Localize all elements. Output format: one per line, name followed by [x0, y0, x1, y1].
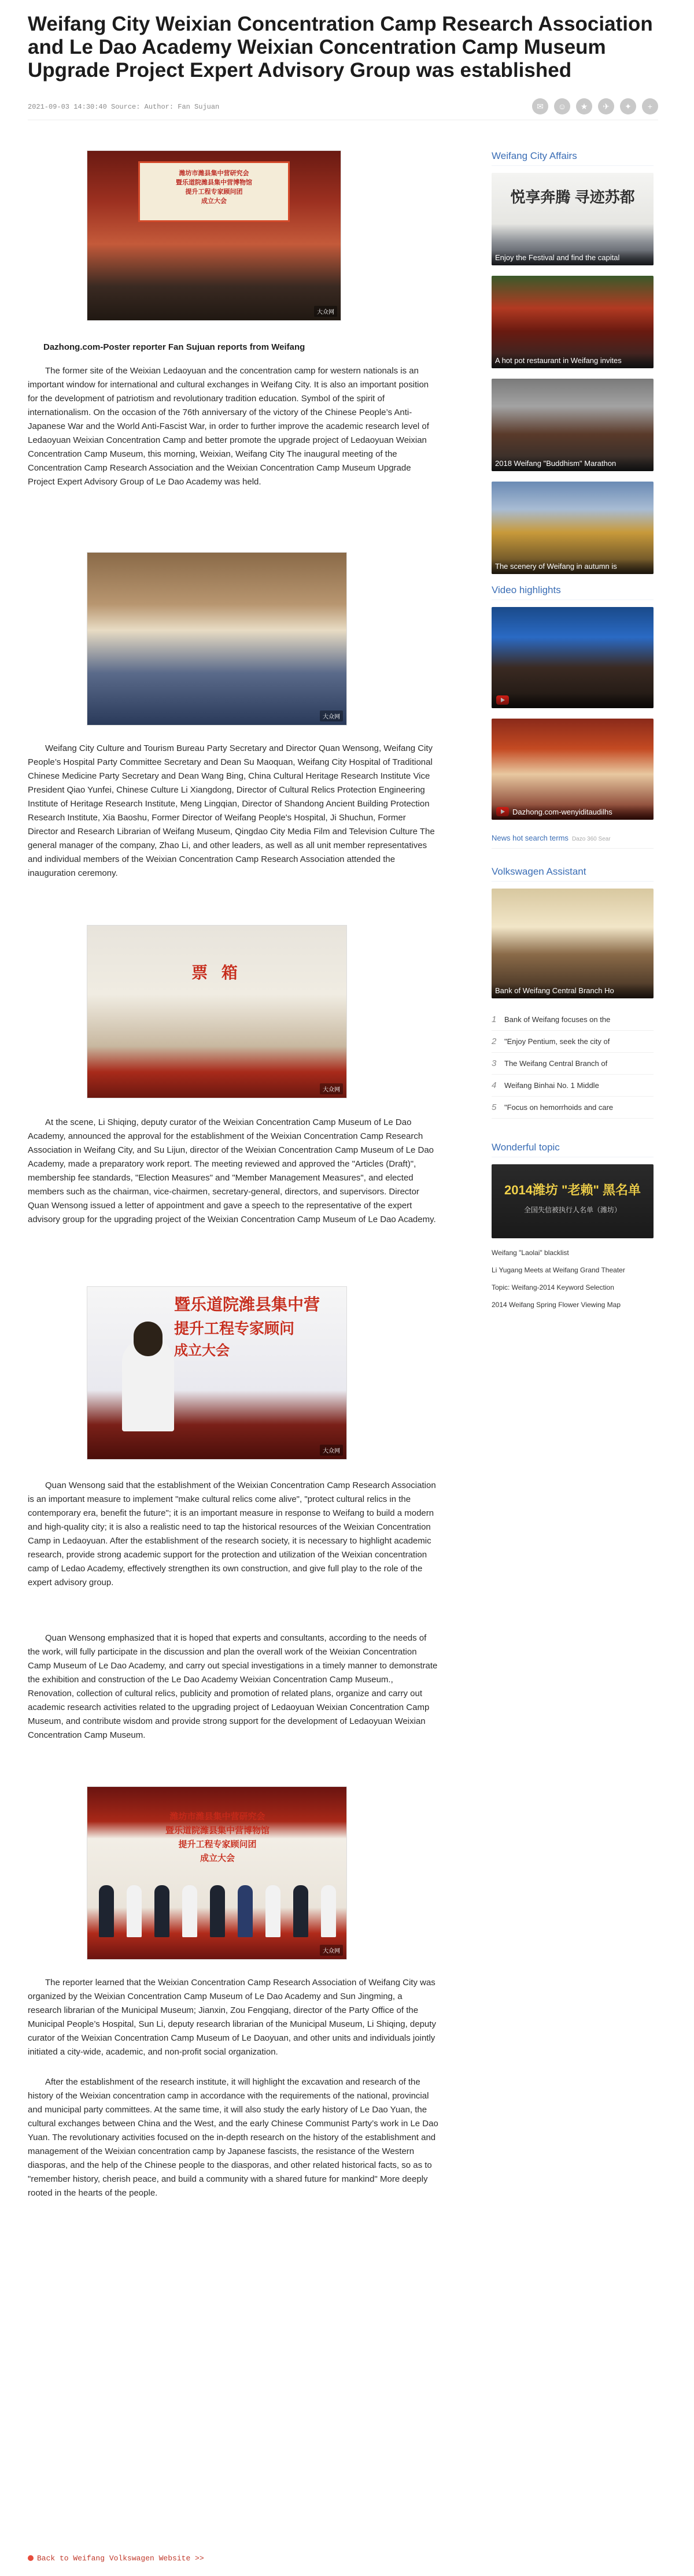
reporter-line: Dazhong.com-Poster reporter Fan Sujuan reports from Weifang — [43, 342, 305, 352]
card-overlay-text: 悦享奔腾 寻迹苏都 — [510, 188, 635, 206]
card-caption: Bank of Weifang Central Branch Ho — [492, 983, 654, 998]
topic-banner-title: 2014潍坊 "老赖" 黑名单 — [504, 1183, 641, 1197]
banner-line: 暨乐道院潍县集中营博物馆 — [175, 179, 252, 186]
topic-link[interactable]: Topic: Weifang-2014 Keyword Selection — [492, 1283, 614, 1291]
article-paragraph: After the establishment of the research institute, it will highlight the excavation and research of the history of the Weixian concentration camp in accordance with the requirements of the national, provincial and municipal party committees. At the same time, it will also study the early history of Le Dao Yuan, the cultural exchanges between China and the West, and the early Chinese Communist Party’s work in Le Dao Yuan. The revolutionary activities focused on the in-depth research on the history of the establishment and management of the Weixian concentration camp by Japanese fascists, the resistance of the Western diasporas, and the help of the Chinese people to the diasporas, and other related historical facts, so as to "remember history, cherish peace, and build a community with a shared future for mankind" More deeply rooted in the hearts of the people. — [28, 2077, 438, 2198]
banner-screen — [138, 161, 290, 222]
banner-line: 暨乐道院潍县集中营 — [174, 1296, 320, 1313]
list-item[interactable] — [492, 1009, 654, 1031]
card-caption: The scenery of Weifang in autumn is — [492, 559, 654, 574]
article-photo-ceremony-hall — [87, 150, 341, 321]
topic-banner[interactable] — [492, 1164, 654, 1238]
article-paragraph: At the scene, Li Shiqing, deputy curator of the Weixian Concentration Camp Museum of Le Dao Academy, announced the approval for the establishment of the Weixian Concentration Camp Research Association in Weifang City, and Su Lijun, director of the Weixian Concentration Camp Museum of Le Dao Academy, made a preparatory work report. The meeting reviewed and approved the "Articles (Draft)", membership fee standards, "Election Measures" and "Member Management Measures", and elected members such as the chairman, vice-chairmen, secretary-general, directors, and supervisors. Director Quan Wensong issued a letter of appointment and gave a speech to the representative of the expert advisory group for the upgrading project of the Weixian Concentration Camp Museum of Le Dao Academy. — [28, 1117, 436, 1224]
topic-link[interactable]: Li Yugang Meets at Weifang Grand Theater — [492, 1266, 625, 1274]
banner-line: 潍坊市潍县集中营研究会 — [169, 1812, 265, 1822]
banner-screen — [145, 1810, 290, 1866]
rank-number: 4 — [492, 1080, 497, 1090]
hot-terms-source: Dazo 360 Sear — [571, 836, 611, 842]
person — [154, 1885, 169, 1937]
article-photo-group — [87, 1786, 347, 1960]
banner-line: 提升工程专家顾问团 — [185, 188, 243, 195]
video-card[interactable] — [492, 607, 654, 708]
video-card[interactable] — [492, 719, 654, 820]
article-title: Weifang City Weixian Concentration Camp Research Association and Le Dao Academy Weixian Concentration Camp Museum Upgrade Project Expert Advisory Group was established — [28, 13, 653, 82]
city-affairs-card[interactable] — [492, 482, 654, 574]
city-affairs-card[interactable] — [492, 173, 654, 265]
person — [321, 1885, 336, 1937]
person — [210, 1885, 225, 1937]
topic-banner-subtitle: 全国失信被执行人名单（潍坊） — [523, 1206, 621, 1214]
article-paragraph: The former site of the Weixian Ledaoyuan and the concentration camp for western nationals is an important window for international and cultural exchanges in Weifang City. It is also an important position for the development of patriotism and revolutionary tradition education. Symbol of the spirit of internationalism. On the occasion of the 76th anniversary of the victory of the Chinese People’s Anti-Japanese War and the World Anti-Fascist War, in order to further improve the academic research level of Ledaoyuan Weixian Concentration Camp and better promote the upgrade project of Ledaoyuan Weixian Concentration Camp Museum, this morning, Weixian, Weifang City The inaugural meeting of the Concentration Camp Research Association and the Weixian Concentration Camp Museum Upgrade Project Expert Advisory Group of Le Dao Academy was held. — [28, 366, 429, 487]
city-affairs-heading: Weifang City Affairs — [492, 150, 654, 166]
article-photo-meeting — [87, 552, 347, 726]
list-item-text: Bank of Weifang focuses on the — [504, 1015, 611, 1024]
ballot-box-sign: 票 箱 — [191, 964, 242, 982]
photo-watermark: 大众网 — [320, 1945, 343, 1956]
person — [293, 1885, 308, 1937]
article-meta: 2021-09-03 14:30:40 Source: Author: Fan Sujuan — [28, 103, 220, 111]
sidebar — [492, 150, 654, 1313]
back-to-site-link[interactable] — [28, 2554, 204, 2563]
city-affairs-card[interactable] — [492, 379, 654, 471]
card-caption: Dazhong.com-wenyiditaudilhs — [492, 805, 654, 820]
rank-number: 1 — [492, 1015, 497, 1024]
topic-heading: Wonderful topic — [492, 1142, 654, 1157]
person — [99, 1885, 114, 1937]
article-photo-speaker — [87, 1286, 347, 1460]
photo-watermark: 大众网 — [320, 710, 343, 721]
photo-watermark: 大众网 — [314, 306, 337, 317]
more-icon[interactable]: + — [642, 98, 658, 114]
article-meta-bar — [28, 97, 658, 120]
list-item-text: The Weifang Central Branch of — [504, 1059, 608, 1068]
speaker-head — [134, 1322, 163, 1356]
banner-line: 暨乐道院潍县集中营博物馆 — [165, 1826, 270, 1835]
weibo-icon[interactable]: ✉ — [532, 98, 548, 114]
banner-line: 成立大会 — [201, 197, 227, 205]
topic-list — [492, 1244, 654, 1313]
banner-line: 成立大会 — [174, 1343, 230, 1359]
list-item[interactable] — [492, 1075, 654, 1097]
hot-search-terms[interactable] — [492, 830, 654, 849]
card-caption: A hot pot restaurant in Weifang invites — [492, 353, 654, 368]
banner-line: 提升工程专家顾问团 — [178, 1840, 257, 1849]
wechat-icon[interactable]: ☺ — [554, 98, 570, 114]
qzone-icon[interactable]: ★ — [576, 98, 592, 114]
article-paragraph: Quan Wensong emphasized that it is hoped that experts and consultants, according to the needs of the work, will fully participate in the discussion and plan the overall work of the Weixian Concentration Camp Museum of Le Dao Academy, and carry out special investigations in a timely manner to demonstrate the exhibition and construction of the Le Dao Academy Weixian Concentration Camp Museum., Renovation, collection of cultural relics, publicity and promotion of related plans, organize and carry out academic research activities related to the upgrading project of Ledaoyuan Weixian Concentration Camp Museum, and contribute wisdom and provide strong support for the development of Ledaoyuan Weixian Concentration Camp Museum. — [28, 1633, 438, 1740]
link-bullet-icon — [28, 2555, 34, 2561]
card-caption: Enjoy the Festival and find the capital — [492, 250, 654, 265]
list-item-text: "Focus on hemorrhoids and care — [504, 1103, 614, 1112]
topic-link[interactable]: Weifang "Laolai" blacklist — [492, 1249, 569, 1257]
banner-line: 潍坊市潍县集中营研究会 — [179, 169, 249, 177]
rank-number: 3 — [492, 1058, 497, 1068]
rank-number: 5 — [492, 1102, 497, 1112]
list-item[interactable] — [492, 1031, 654, 1053]
list-item[interactable] — [492, 1053, 654, 1075]
person — [182, 1885, 197, 1937]
list-item-text: "Enjoy Pentium, seek the city of — [504, 1037, 610, 1046]
article-photo-voting — [87, 925, 347, 1098]
banner-screen — [174, 1293, 347, 1362]
group-people — [99, 1885, 336, 1937]
city-affairs-card[interactable] — [492, 276, 654, 368]
article-paragraph: The reporter learned that the Weixian Concentration Camp Research Association of Weifang City was organized by the Weixian Concentration Camp Museum of Le Dao Academy and Sun Jingming, a research librarian of the Municipal Museum; Jianxin, Zou Fengqiang, director of the Party Office of the Municipal People’s Hospital, Sun Li, deputy research librarian of the Municipal Museum, Li Shiqing, deputy curator of the Weixian Concentration Camp Museum of Le Daoyuan, and other units and individuals jointly initiated a city-wide, academic, and non-profit social organization. — [28, 1978, 436, 2057]
assistant-card[interactable] — [492, 889, 654, 998]
card-caption — [492, 693, 654, 708]
hot-terms-label: News hot search terms — [492, 834, 569, 842]
article-paragraph: Weifang City Culture and Tourism Bureau Party Secretary and Director Quan Wensong, Weifang City People’s Hospital Party Committee Secretary and Dean Su Maoquan, Weifang City Hospital of Traditional Chinese Medicine Party Secretary and Dean Wang Bing, China Cultural Heritage Research Institute Vice President Qiao Yunfei, Chinese Culture Li Xiangdong, Director of Cultural Relics Protection Engineering Institute of Heritage Research Institute, Meng Lingqian, Director of Shandong Ancient Building Protection Research Institute, Xia Baoshu, Former Director of Weifang People's Hospital, Ji Shuchun, Former Director and Research Librarian of Weifang Museum, Qingdao City Media Film and Television Culture The general manager of the company, Zhao Li, and other leaders, as well as all unit member representatives and individual members of the Weixian Concentration Camp Research Association attended the inauguration ceremony. — [28, 743, 435, 878]
assistant-heading: Volkswagen Assistant — [492, 866, 654, 882]
person — [238, 1885, 253, 1937]
person — [265, 1885, 280, 1937]
tencent-icon[interactable]: ✈ — [598, 98, 614, 114]
star-icon[interactable]: ✦ — [620, 98, 636, 114]
list-item-text: Weifang Binhai No. 1 Middle — [504, 1081, 599, 1090]
back-link-label: Back to Weifang Volkswagen Website >> — [37, 2554, 204, 2563]
topic-link[interactable]: 2014 Weifang Spring Flower Viewing Map — [492, 1301, 621, 1309]
article-paragraph: Quan Wensong said that the establishment of the Weixian Concentration Camp Research Association is an important measure to implement "make cultural relics come alive", "protect cultural relics in the contemporary era, benefit the future"; it is an important measure in response to Weifang to build a modern and high-quality city; it is also a realistic need to tap the historical resources of the Weixian Concentration Camp in Ledaoyuan. After the establishment of the research society, it is necessary to highlight academic research, provide strong academic support for the protection and utilization of the Weixian concentration camp of Ledao Academy, effectively strengthen its own construction, and give full play to the role of the expert advisory group. — [28, 1481, 436, 1587]
photo-watermark: 大众网 — [320, 1445, 343, 1456]
photo-watermark: 大众网 — [320, 1083, 343, 1094]
rank-number: 2 — [492, 1037, 497, 1046]
card-caption: 2018 Weifang "Buddhism" Marathon — [492, 456, 654, 471]
assistant-list — [492, 1009, 654, 1119]
banner-line: 成立大会 — [200, 1853, 235, 1863]
list-item[interactable] — [492, 1097, 654, 1119]
video-heading: Video highlights — [492, 584, 654, 600]
share-bar — [532, 98, 658, 114]
person — [127, 1885, 142, 1937]
banner-line: 提升工程专家顾问 — [174, 1320, 295, 1337]
